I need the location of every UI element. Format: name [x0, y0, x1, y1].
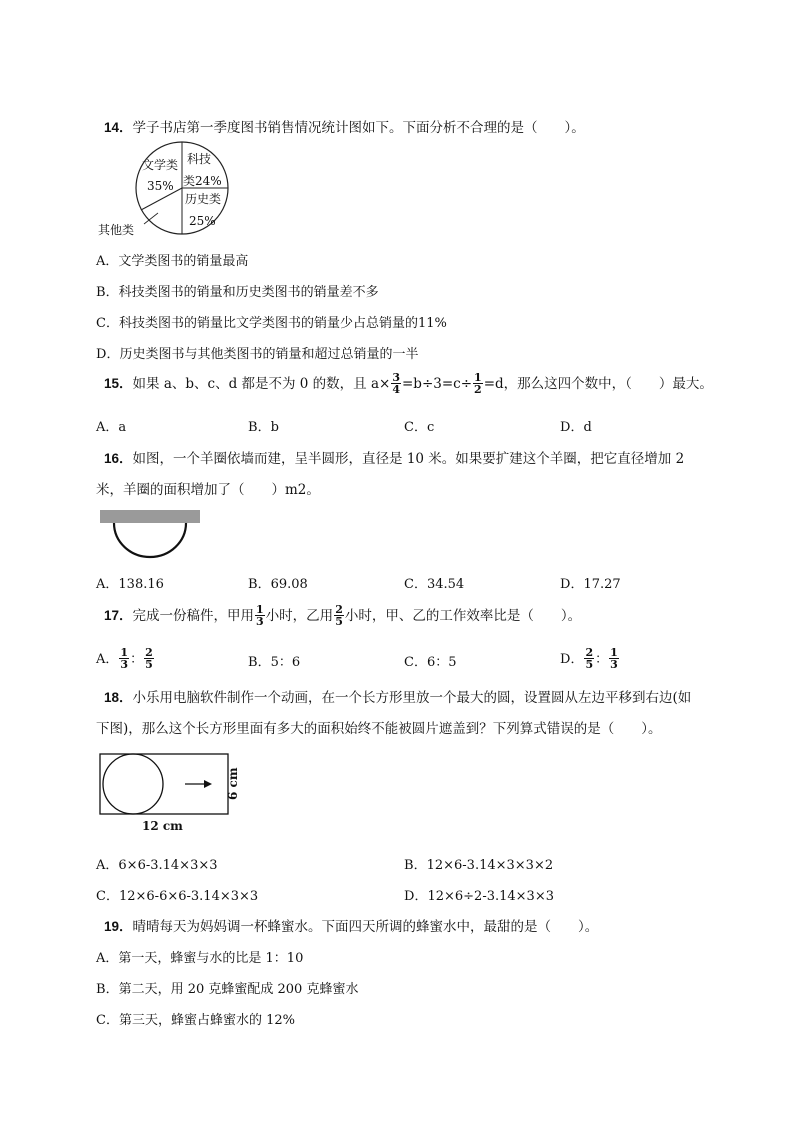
- q19-option-a[interactable]: A．第一天，蜂蜜与水的比是 1：10: [96, 951, 304, 966]
- q18-option-b[interactable]: B．12×6-3.14×3×3×2: [404, 858, 554, 873]
- q18-option-a[interactable]: A．6×6-3.14×3×3: [96, 858, 218, 873]
- q18-option-c[interactable]: C．12×6-6×6-3.14×3×3: [96, 889, 259, 904]
- q15-option-c[interactable]: C．c: [404, 420, 435, 435]
- question-number: 14: [104, 120, 120, 135]
- fraction: $\frac{3}{4}$: [392, 371, 400, 396]
- question-17-stem: 17．完成一份稿件，甲用 $\frac{1}{3}$ 小时，乙用 $\frac{2}{5}$ 小时，甲、乙的工作效率比是（ ）。: [104, 603, 582, 628]
- question-15-stem: 15．如果 a、b、c、d 都是不为 0 的数，且 a× $\frac{3}{4}$ =b÷3=c÷ $\frac{1}{2}$ =d，那么这四个数中，（ ）最大。: [104, 371, 713, 396]
- question-14-stem: 14．学子书店第一季度图书销售情况统计图如下。下面分析不合理的是（ ）。: [104, 120, 585, 136]
- height-label: 6 cm: [226, 767, 240, 800]
- pie-chart: [94, 138, 244, 242]
- q17-option-b[interactable]: B．5：6: [248, 655, 301, 670]
- q17-option-d[interactable]: D． $\frac{2}{5}$ ： $\frac{1}{3}$: [560, 646, 618, 671]
- pie-label-qita: 其他类: [98, 223, 135, 237]
- q14-option-a[interactable]: A．文学类图书的销量最高: [96, 254, 249, 269]
- q14-option-d[interactable]: D．历史类图书与其他类图书的销量和超过总销量的一半: [96, 347, 419, 362]
- q16-option-b[interactable]: B．69.08: [248, 577, 308, 592]
- q16-option-a[interactable]: A．138.16: [96, 577, 164, 592]
- pie-label-keji: 科技: [187, 152, 212, 166]
- q14-option-b[interactable]: B．科技类图书的销量和历史类图书的销量差不多: [96, 285, 379, 300]
- sheep-pen-figure: [98, 507, 202, 561]
- fraction: $\frac{2}{5}$: [335, 603, 343, 628]
- q15-option-b[interactable]: B．b: [248, 420, 279, 435]
- pie-label-lishi: 历史类: [185, 192, 222, 206]
- q15-option-a[interactable]: A．a: [96, 420, 127, 435]
- fraction: $\frac{1}{3}$: [256, 603, 264, 628]
- question-16-line2: 米，羊圈的面积增加了（ ）m2。: [96, 482, 320, 498]
- width-label: 12 cm: [142, 819, 183, 833]
- question-19-stem: 19．晴晴每天为妈妈调一杯蜂蜜水。下面四天所调的蜂蜜水中，最甜的是（ ）。: [104, 919, 599, 935]
- question-18-line2: 下图)，那么这个长方形里面有多大的面积始终不能被圆片遮盖到？下列算式错误的是（ ）。: [96, 721, 662, 737]
- pie-label-keji-pct: 类24%: [183, 174, 222, 188]
- q15-option-d[interactable]: D．d: [560, 420, 592, 435]
- q19-option-c[interactable]: C．第三天，蜂蜜占蜂蜜水的 12%: [96, 1013, 295, 1028]
- q16-option-d[interactable]: D．17.27: [560, 577, 621, 592]
- q18-option-d[interactable]: D．12×6÷2-3.14×3×3: [404, 889, 554, 904]
- pie-pct-wenxue: 35%: [147, 179, 174, 193]
- pie-label-wenxue: 文学类: [142, 158, 179, 172]
- q19-option-b[interactable]: B．第二天，用 20 克蜂蜜配成 200 克蜂蜜水: [96, 982, 359, 997]
- q16-option-c[interactable]: C．34.54: [404, 577, 465, 592]
- fraction: $\frac{1}{2}$: [474, 371, 482, 396]
- rectangle-circle-figure: [96, 750, 246, 836]
- question-18-line1: 18．小乐用电脑软件制作一个动画，在一个长方形里放一个最大的圆，设置圆从左边平移到右边(如: [104, 690, 692, 706]
- q17-option-a[interactable]: A． $\frac{1}{3}$ ： $\frac{2}{5}$: [96, 646, 153, 671]
- q17-option-c[interactable]: C．6：5: [404, 655, 457, 670]
- q14-option-c[interactable]: C．科技类图书的销量比文学类图书的销量少占总销量的11%: [96, 316, 447, 331]
- pie-pct-lishi: 25%: [189, 214, 216, 228]
- question-16-line1: 16．如图，一个羊圈依墙而建，呈半圆形，直径是 10 米。如果要扩建这个羊圈，把它直径增加 2: [104, 451, 685, 467]
